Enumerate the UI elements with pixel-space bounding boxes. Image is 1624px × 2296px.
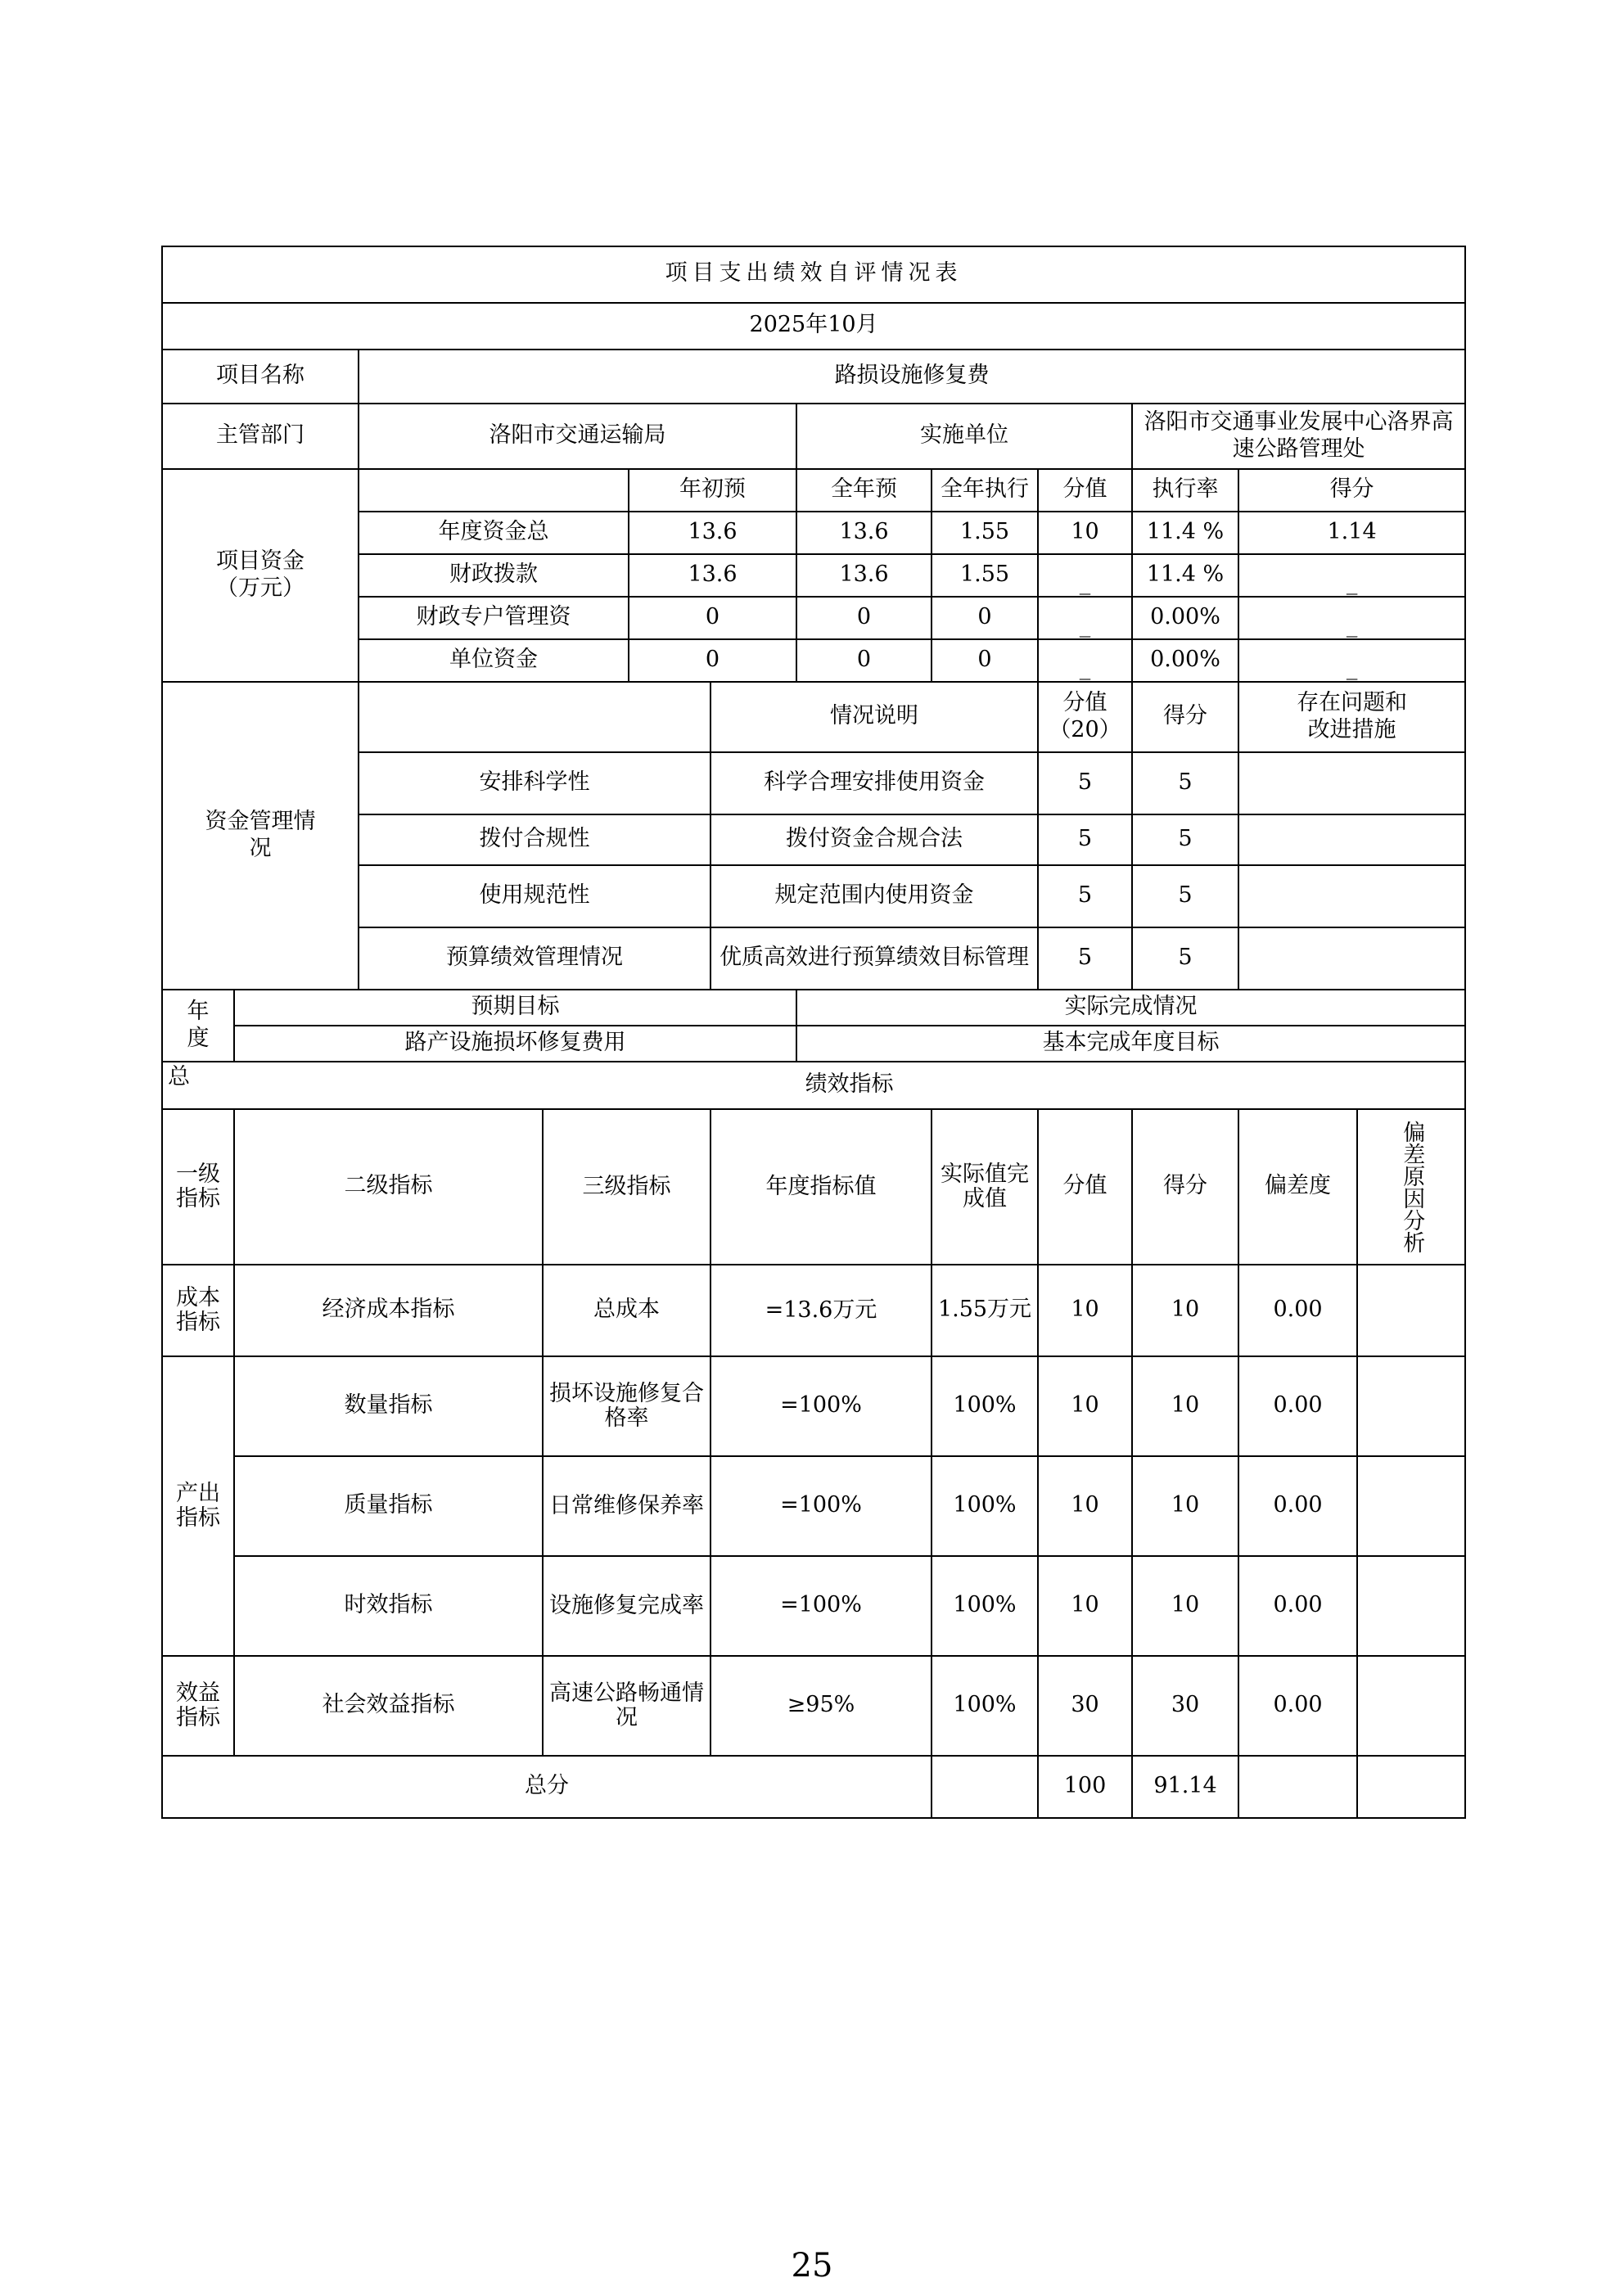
pi-level1: [162, 1265, 234, 1356]
funds-row-name: 年度资金总: [359, 512, 629, 554]
fund-management-section-label: [162, 682, 359, 990]
annual-label-line1: 年: [187, 998, 210, 1024]
funds-row-execution-rate: 11.4 %: [1132, 554, 1238, 597]
pi-level3: [543, 1556, 710, 1656]
pi-level3: [543, 1456, 710, 1556]
fund-mgmt-score: 5: [1132, 927, 1238, 990]
fund-mgmt-description: 优质高效进行预算绩效目标管理: [710, 927, 1038, 990]
funds-row-score-dash: _: [1346, 570, 1358, 596]
funds-row-full-year-budget: 0: [796, 597, 932, 639]
pi-header-level3: [543, 1109, 710, 1265]
pi-score-value: 10: [1038, 1265, 1132, 1356]
pi-deviation: 0.00: [1238, 1356, 1357, 1456]
pi-level1-text: 效益指标: [176, 1680, 220, 1730]
pi-level2: 社会效益指标: [234, 1656, 543, 1756]
fund-mgmt-problems: [1238, 814, 1465, 865]
total-blank-actual: [932, 1756, 1038, 1818]
pi-score-value: 10: [1038, 1556, 1132, 1656]
pi-annual-target-text: =13.6万元: [765, 1297, 877, 1324]
fund-management-label-line1: 资金管理情: [205, 808, 316, 834]
pi-header-level2: 二级指标: [234, 1109, 543, 1265]
funds-row-name: 财政拨款: [359, 554, 629, 597]
pi-actual-value: 1.55万元: [932, 1265, 1038, 1356]
pi-header-level3-text: 三级指标: [582, 1174, 671, 1200]
pi-score: 10: [1132, 1265, 1238, 1356]
supervising-dept-label: 主管部门: [162, 404, 359, 469]
supervising-dept-value: 洛阳市交通运输局: [359, 404, 796, 469]
funds-row-score: 1.14: [1238, 512, 1465, 554]
project-funds-header-initial-budget: 年初预: [629, 469, 796, 512]
pi-annual-target: =100%: [710, 1556, 932, 1656]
funds-row-executed: 1.55: [932, 512, 1038, 554]
pi-header-deviation-reason-text: 偏差原因分析: [1399, 1120, 1425, 1253]
pi-level1-text: 产出指标: [176, 1481, 220, 1531]
pi-deviation-reason: [1357, 1265, 1465, 1356]
pi-score-value: 10: [1038, 1356, 1132, 1456]
funds-row-executed: 0: [932, 639, 1038, 682]
funds-row-score-value: [1038, 554, 1132, 597]
funds-row-name: 单位资金: [359, 639, 629, 682]
pi-annual-target: [710, 1265, 932, 1356]
pi-level3-text: 设施修复完成率: [549, 1593, 704, 1619]
actual-completion-header: 实际完成情况: [796, 990, 1465, 1026]
pi-score-value: 10: [1038, 1456, 1132, 1556]
funds-row-execution-rate: 0.00%: [1132, 639, 1238, 682]
funds-row-score: [1238, 639, 1465, 682]
pi-level2: 数量指标: [234, 1356, 543, 1456]
funds-row-full-year-budget: 0: [796, 639, 932, 682]
funds-row-executed: 0: [932, 597, 1038, 639]
fund-mgmt-description: 拨付资金合规合法: [710, 814, 1038, 865]
pi-deviation-reason: [1357, 1456, 1465, 1556]
funds-row-score-value-dash: _: [1079, 655, 1091, 681]
funds-row-execution-rate: 11.4 %: [1132, 512, 1238, 554]
pi-header-deviation-reason: [1357, 1109, 1465, 1265]
fund-mgmt-item: 使用规范性: [359, 865, 710, 927]
fund-mgmt-problems: [1238, 865, 1465, 927]
funds-row-score-dash: _: [1346, 655, 1358, 681]
pi-score: 10: [1132, 1556, 1238, 1656]
funds-row-score-value-dash: _: [1079, 612, 1091, 638]
pi-deviation: 0.00: [1238, 1656, 1357, 1756]
total-score-value: 100: [1038, 1756, 1132, 1818]
pi-level1: [162, 1656, 234, 1756]
fund-mgmt-problems: [1238, 752, 1465, 814]
project-funds-header-score: 得分: [1238, 469, 1465, 512]
fund-mgmt-score-value: 5: [1038, 814, 1132, 865]
pi-level3-text: 日常维修保养率: [549, 1493, 704, 1519]
funds-row-score: [1238, 597, 1465, 639]
implementing-unit-label: 实施单位: [796, 404, 1132, 469]
form-title: 项目支出绩效自评情况表: [162, 246, 1465, 303]
pi-level2: 经济成本指标: [234, 1265, 543, 1356]
funds-row-score: [1238, 554, 1465, 597]
project-funds-header-blank: [359, 469, 629, 512]
fund-mgmt-description: 科学合理安排使用资金: [710, 752, 1038, 814]
problems-line2: 改进措施: [1307, 716, 1396, 742]
fund-management-header-situation: 情况说明: [710, 682, 1038, 752]
fund-mgmt-item: 安排科学性: [359, 752, 710, 814]
fund-mgmt-score-value: 5: [1038, 927, 1132, 990]
pi-deviation-reason: [1357, 1656, 1465, 1756]
pi-header-score: 得分: [1132, 1109, 1238, 1265]
project-funds-header-execution-rate: 执行率: [1132, 469, 1238, 512]
project-funds-header-full-year-budget: 全年预: [796, 469, 932, 512]
pi-level3-text: 损坏设施修复合格率: [549, 1381, 704, 1431]
performance-indicators-section-title: 绩效指标: [234, 1062, 1465, 1109]
fund-mgmt-score-value: 5: [1038, 752, 1132, 814]
pi-annual-target: =100%: [710, 1356, 932, 1456]
project-funds-label-line1: 项目资金: [216, 548, 304, 574]
table-row: [162, 1265, 1465, 1356]
fund-mgmt-description: 规定范围内使用资金: [710, 865, 1038, 927]
fund-mgmt-score: 5: [1132, 865, 1238, 927]
pi-header-level1: [162, 1109, 234, 1265]
funds-row-initial-budget: 13.6: [629, 554, 796, 597]
fund-mgmt-score: 5: [1132, 752, 1238, 814]
table-row: [162, 1356, 1465, 1456]
fund-management-header-blank: [359, 682, 710, 752]
pi-deviation-reason: [1357, 1356, 1465, 1456]
total-deviation: [1238, 1756, 1357, 1818]
pi-level3: [543, 1356, 710, 1456]
funds-row-full-year-budget: 13.6: [796, 554, 932, 597]
score-value-line1: 分值: [1062, 689, 1107, 715]
pi-header-level1-text: 一级指标: [176, 1162, 220, 1211]
funds-row-score-value-dash: _: [1079, 570, 1091, 596]
total-row: [162, 1756, 1465, 1818]
funds-row-execution-rate: 0.00%: [1132, 597, 1238, 639]
funds-row-initial-budget: 0: [629, 639, 796, 682]
pi-header-annual-target: [710, 1109, 932, 1265]
table-row: [162, 1456, 1465, 1556]
fund-management-header-score: 得分: [1132, 682, 1238, 752]
project-name-value: 路损设施修复费: [359, 350, 1465, 404]
pi-actual-value: 100%: [932, 1356, 1038, 1456]
pi-annual-target: ≥95%: [710, 1656, 932, 1756]
pi-score: 10: [1132, 1356, 1238, 1456]
pi-score: 30: [1132, 1656, 1238, 1756]
table-row: [162, 1656, 1465, 1756]
funds-row-initial-budget: 0: [629, 597, 796, 639]
pi-actual-value: 100%: [932, 1656, 1038, 1756]
table-row: [162, 1026, 1465, 1062]
fund-mgmt-score-value: 5: [1038, 865, 1132, 927]
fund-mgmt-score: 5: [1132, 814, 1238, 865]
pi-deviation: 0.00: [1238, 1265, 1357, 1356]
pi-level3-text: 高速公路畅通情况: [549, 1680, 704, 1730]
pi-deviation: 0.00: [1238, 1556, 1357, 1656]
funds-row-score-value: [1038, 597, 1132, 639]
pi-annual-target: =100%: [710, 1456, 932, 1556]
pi-score-value: 30: [1038, 1656, 1132, 1756]
funds-row-score-value: [1038, 639, 1132, 682]
pi-header-annual-target-text: 年度指标值: [765, 1174, 877, 1200]
annual-label-line2: 度: [187, 1025, 210, 1051]
fund-mgmt-problems: [1238, 927, 1465, 990]
score-value-line2: （20）: [1049, 716, 1121, 742]
fund-management-header-problems: [1238, 682, 1465, 752]
pi-header-actual-value-text: 实际值完成值: [941, 1162, 1029, 1211]
fund-management-label-line2: 况: [249, 835, 272, 861]
page-number: 25: [791, 2247, 833, 2285]
performance-self-evaluation-form: [161, 246, 1466, 1819]
pi-level2: 时效指标: [234, 1556, 543, 1656]
annual-total-side-label: 总: [162, 1062, 234, 1109]
annual-goal-side-label: [162, 990, 234, 1062]
pi-deviation-reason: [1357, 1556, 1465, 1656]
pi-level3: 总成本: [543, 1265, 710, 1356]
pi-level3: [543, 1656, 710, 1756]
project-funds-header-executed: 全年执行: [932, 469, 1038, 512]
fund-management-header-score-value: [1038, 682, 1132, 752]
fund-mgmt-item: 拨付合规性: [359, 814, 710, 865]
table-row: [162, 1556, 1465, 1656]
total-score: 91.14: [1132, 1756, 1238, 1818]
pi-score: 10: [1132, 1456, 1238, 1556]
fund-mgmt-item: 预算绩效管理情况: [359, 927, 710, 990]
total-deviation-reason: [1357, 1756, 1465, 1818]
pi-level1-text: 成本指标: [176, 1285, 220, 1335]
total-label: 总分: [162, 1756, 932, 1818]
pi-level1: [162, 1356, 234, 1656]
pi-header-actual-value: [932, 1109, 1038, 1265]
actual-completion-value: 基本完成年度目标: [796, 1026, 1465, 1062]
funds-row-name: 财政专户管理资: [359, 597, 629, 639]
funds-row-score-value: 10: [1038, 512, 1132, 554]
funds-row-initial-budget: 13.6: [629, 512, 796, 554]
project-funds-header-score-value: 分值: [1038, 469, 1132, 512]
form-date: 2025年10月: [162, 303, 1465, 350]
pi-level2: 质量指标: [234, 1456, 543, 1556]
project-funds-label-line2: （万元）: [216, 575, 304, 601]
funds-row-executed: 1.55: [932, 554, 1038, 597]
pi-header-score-value: 分值: [1038, 1109, 1132, 1265]
funds-row-score-dash: _: [1346, 612, 1358, 638]
pi-actual-value: 100%: [932, 1456, 1038, 1556]
implementing-unit-value: 洛阳市交通事业发展中心洛界高速公路管理处: [1132, 404, 1465, 469]
project-name-label: 项目名称: [162, 350, 359, 404]
funds-row-full-year-budget: 13.6: [796, 512, 932, 554]
project-funds-section-label: [162, 469, 359, 682]
expected-goal-header: 预期目标: [234, 990, 796, 1026]
pi-deviation: 0.00: [1238, 1456, 1357, 1556]
problems-line1: 存在问题和: [1297, 689, 1408, 715]
pi-header-deviation: 偏差度: [1238, 1109, 1357, 1265]
expected-goal-value: 路产设施损坏修复费用: [234, 1026, 796, 1062]
pi-actual-value: 100%: [932, 1556, 1038, 1656]
